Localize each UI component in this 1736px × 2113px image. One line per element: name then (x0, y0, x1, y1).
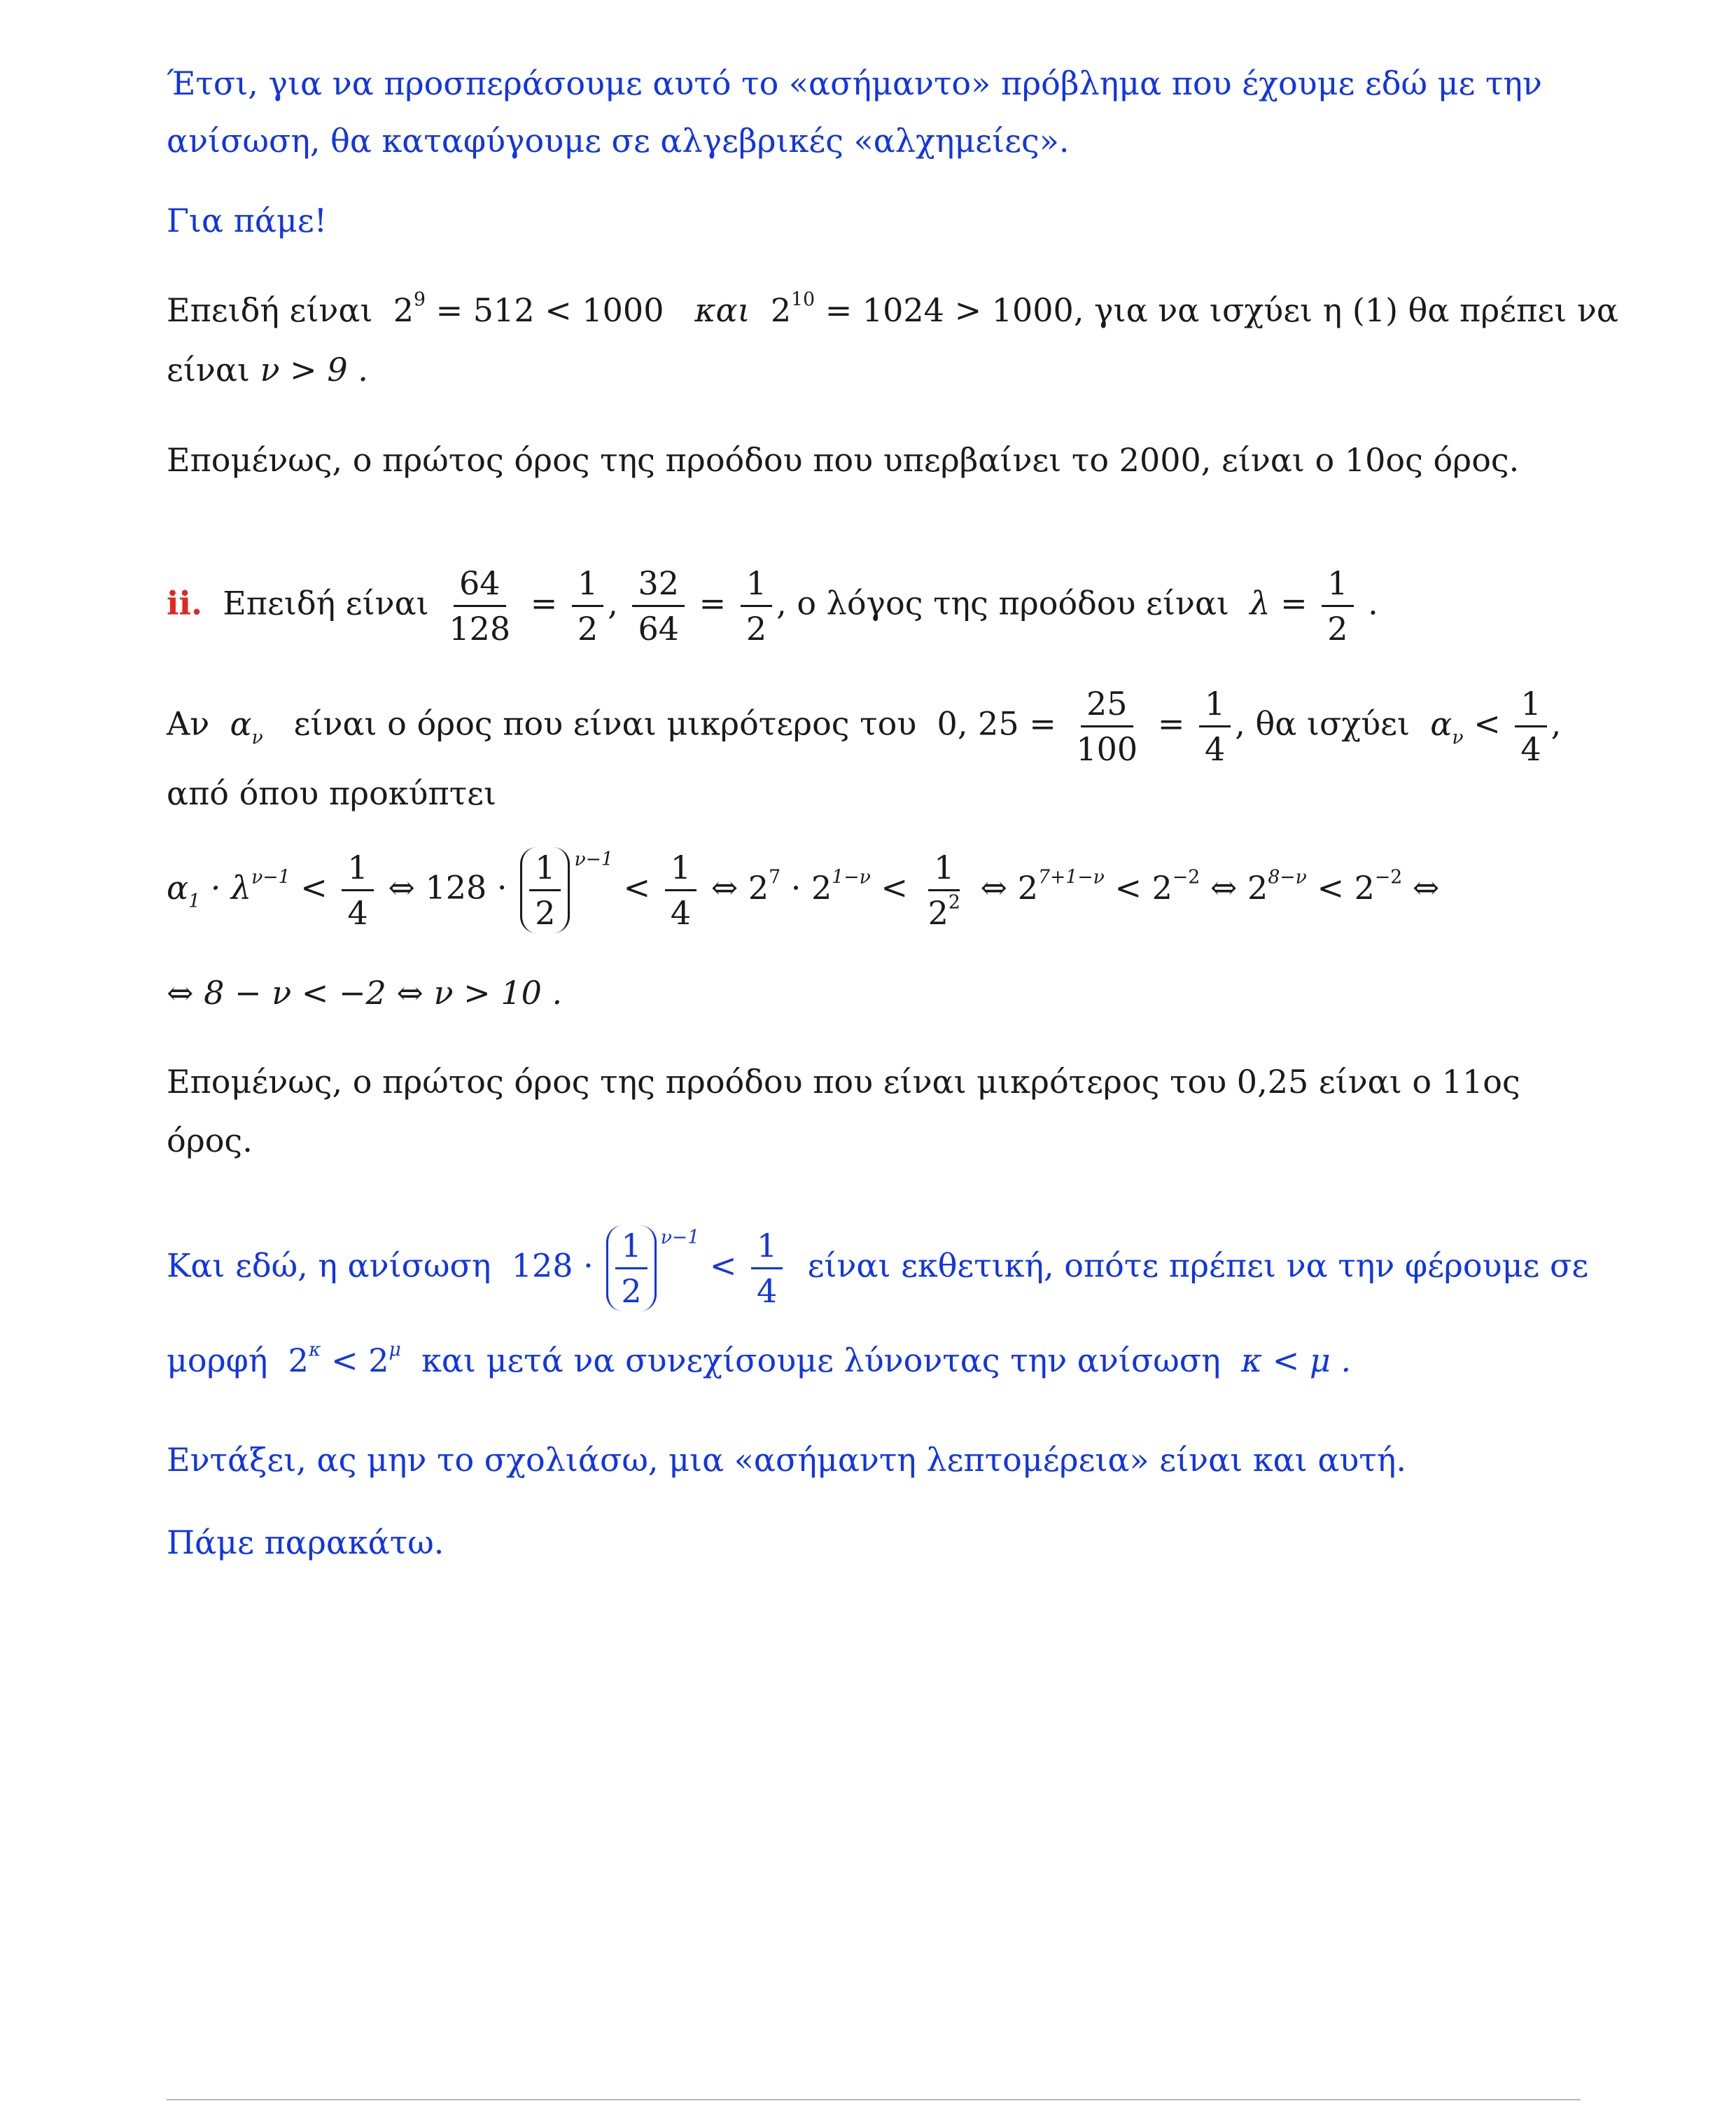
detail-note-line: Εντάξει, ας μην το σχολιάσω, μια «ασήμαντη λεπτομέρεια» είναι και αυτή. (167, 1441, 1406, 1479)
paren-half-b: $\frac{1}{2}$ (606, 1225, 656, 1311)
fraction-1-2sq: $\frac{1}{2^2}$ (927, 849, 960, 932)
paren-half: $\frac{1}{2}$ (520, 847, 570, 933)
conclusion-1: Επομένως, ο πρώτος όρος της προόδου που υπερβαίνει το 2000, είναι ο 10ος όρος. (167, 441, 1520, 479)
document-page (167, 0, 1618, 2113)
exponential-note-line-2: μορφή $2^\kappa < 2^\mu$ και μετά να συνεχίσουμε λύνοντας την ανίσωση κ < μ . (167, 1339, 1352, 1379)
move-on-line: Πάμε παρακάτω. (167, 1523, 444, 1561)
fraction-1-4-a: $\frac{1}{4}$ (1199, 688, 1231, 765)
fraction-32-64: $\frac{32}{64}$ (632, 567, 685, 645)
power-2-9: $2^9$ (393, 288, 426, 329)
fraction-1-4-e: $\frac{1}{4}$ (751, 1229, 783, 1307)
lets-go-line: Για πάμε! (167, 202, 328, 239)
inequality-chain: $\alpha_1 \cdot \lambda^{\nu-1}$ < $\frac{1}{4}$ ⇔ 128 · $\frac{1}{2}$ ν−1 < $\frac{1}{4}$ ⇔ $2^7 \cdot 2^{1-\nu}$ < $\frac{1}{2^2}$ ⇔ $2^{7+1-\nu} < 2^{-2}$ ⇔ $2^{8-\nu} < 2^{-2}$ ⇔ (167, 848, 1440, 932)
since-line-2: είναι ν > 9 . (167, 351, 368, 389)
fraction-1-4-b: $\frac{1}{4}$ (1515, 688, 1546, 765)
conclusion-2-line-1: Επομένως, ο πρώτος όρος της προόδου που είναι μικρότερος του 0,25 είναι ο 11ος (167, 1063, 1520, 1101)
intro-line-1: Έτσι, για να προσπεράσουμε αυτό το «ασήμαντο» πρόβλημα που έχουμε εδώ με την (167, 64, 1542, 102)
whence-line: από όπου προκύπτει (167, 774, 497, 812)
fraction-1-4-d: $\frac{1}{4}$ (665, 851, 696, 929)
fraction-64-128: $\frac{64}{128}$ (449, 564, 511, 648)
fraction-25-100: $\frac{25}{100}$ (1076, 685, 1138, 768)
conclusion-2-line-2: όρος. (167, 1122, 253, 1159)
power-2-10: $2^{10}$ (770, 288, 816, 329)
fraction-1-2-c: $\frac{1}{2}$ (1322, 567, 1353, 645)
fraction-1-2-a: $\frac{1}{2}$ (572, 567, 603, 645)
part-ii-label: ii. (167, 584, 202, 622)
footer-rule (167, 2099, 1581, 2100)
fraction-1-4-c: $\frac{1}{4}$ (342, 851, 373, 929)
inequality-result: ⇔ 8 − ν < −2 ⇔ ν > 10 . (167, 974, 563, 1012)
part-ii-line: ii. Επειδή είναι $\frac{64}{128}$ = $\frac{1}{2}$ , $\frac{32}{64}$ = $\frac{1}{2}$ , ο λόγος της προόδου είναι λ = $\frac{1}{2}$ . (167, 564, 1378, 648)
fraction-1-2-b: $\frac{1}{2}$ (741, 567, 772, 645)
since-line-1: Επειδή είναι $2^9 = 512 < 1000$ και $2^{10} = 1024 > 1000$, για να ισχύει η (1) θα πρέπει να (167, 288, 1618, 329)
intro-line-2: ανίσωση, θα καταφύγουμε σε αλγεβρικές «αλχημείες». (167, 122, 1070, 160)
if-term-line: Αν $\alpha_\nu$ είναι ο όρος που είναι μικρότερος του 0, 25 = $\frac{25}{100}$ = $\frac{1}{4}$ , θα ισχύει $\alpha_\nu$ < $\frac{1}{4}$ , (167, 685, 1562, 768)
exponential-note-line-1: Και εδώ, η ανίσωση 128 · $\frac{1}{2}$ ν−1 < $\frac{1}{4}$ είναι εκθετική, οπότε πρέπει να την φέρουμε σε (167, 1226, 1589, 1310)
